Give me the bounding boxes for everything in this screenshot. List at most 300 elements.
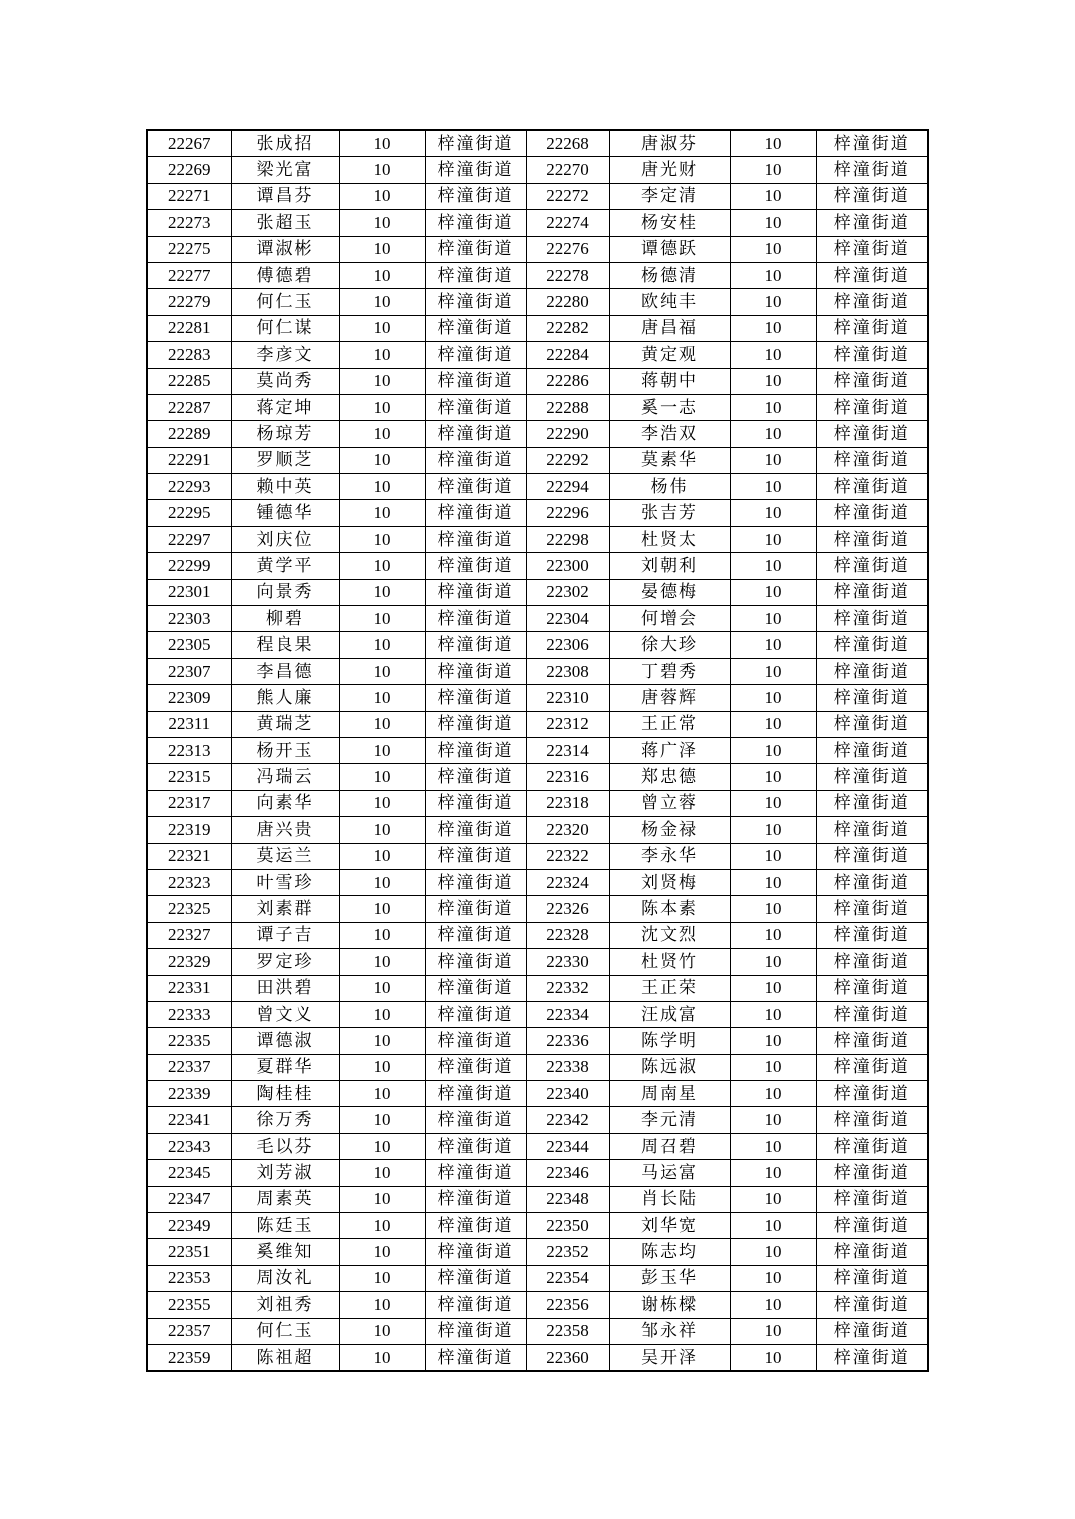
id-cell: 22345 — [147, 1160, 231, 1186]
id-cell: 22309 — [147, 685, 231, 711]
amount-cell: 10 — [339, 896, 425, 922]
amount-cell: 10 — [730, 1239, 816, 1265]
name-cell: 向素华 — [231, 790, 339, 816]
id-cell: 22268 — [526, 130, 609, 157]
name-cell: 奚维知 — [231, 1239, 339, 1265]
name-cell: 何仁玉 — [231, 1318, 339, 1344]
amount-cell: 10 — [730, 922, 816, 948]
amount-cell: 10 — [339, 1318, 425, 1344]
name-cell: 王正常 — [609, 711, 730, 737]
area-cell: 梓潼街道 — [816, 183, 928, 209]
name-cell: 谭子吉 — [231, 922, 339, 948]
id-cell: 22314 — [526, 737, 609, 763]
table-row — [147, 869, 928, 895]
area-cell: 梓潼街道 — [816, 236, 928, 262]
table-row — [147, 130, 928, 157]
name-cell: 向景秀 — [231, 579, 339, 605]
id-cell: 22306 — [526, 632, 609, 658]
amount-cell: 10 — [339, 500, 425, 526]
amount-cell: 10 — [339, 764, 425, 790]
name-cell: 陈本素 — [609, 896, 730, 922]
name-cell: 谭德跃 — [609, 236, 730, 262]
amount-cell: 10 — [730, 342, 816, 368]
table-row — [147, 1239, 928, 1265]
amount-cell: 10 — [339, 1265, 425, 1291]
id-cell: 22294 — [526, 474, 609, 500]
id-cell: 22337 — [147, 1054, 231, 1080]
table-row — [147, 553, 928, 579]
amount-cell: 10 — [730, 368, 816, 394]
amount-cell: 10 — [730, 394, 816, 420]
id-cell: 22290 — [526, 421, 609, 447]
name-cell: 陶桂桂 — [231, 1081, 339, 1107]
name-cell: 谭淑彬 — [231, 236, 339, 262]
name-cell: 莫尚秀 — [231, 368, 339, 394]
area-cell: 梓潼街道 — [816, 869, 928, 895]
area-cell: 梓潼街道 — [425, 1239, 526, 1265]
table-row — [147, 817, 928, 843]
area-cell: 梓潼街道 — [816, 368, 928, 394]
amount-cell: 10 — [730, 526, 816, 552]
id-cell: 22335 — [147, 1028, 231, 1054]
id-cell: 22347 — [147, 1186, 231, 1212]
name-cell: 王正荣 — [609, 975, 730, 1001]
roster-table — [146, 129, 929, 1372]
amount-cell: 10 — [339, 289, 425, 315]
id-cell: 22329 — [147, 949, 231, 975]
amount-cell: 10 — [730, 1292, 816, 1318]
area-cell: 梓潼街道 — [425, 1081, 526, 1107]
name-cell: 熊人廉 — [231, 685, 339, 711]
id-cell: 22297 — [147, 526, 231, 552]
name-cell: 张超玉 — [231, 210, 339, 236]
name-cell: 何增会 — [609, 606, 730, 632]
amount-cell: 10 — [339, 658, 425, 684]
table-row — [147, 315, 928, 341]
name-cell: 何仁谋 — [231, 315, 339, 341]
id-cell: 22282 — [526, 315, 609, 341]
id-cell: 22273 — [147, 210, 231, 236]
area-cell: 梓潼街道 — [425, 790, 526, 816]
id-cell: 22343 — [147, 1133, 231, 1159]
id-cell: 22304 — [526, 606, 609, 632]
area-cell: 梓潼街道 — [425, 975, 526, 1001]
id-cell: 22315 — [147, 764, 231, 790]
id-cell: 22331 — [147, 975, 231, 1001]
name-cell: 周素英 — [231, 1186, 339, 1212]
name-cell: 陈远淑 — [609, 1054, 730, 1080]
area-cell: 梓潼街道 — [425, 1054, 526, 1080]
id-cell: 22307 — [147, 658, 231, 684]
id-cell: 22283 — [147, 342, 231, 368]
area-cell: 梓潼街道 — [816, 526, 928, 552]
id-cell: 22351 — [147, 1239, 231, 1265]
area-cell: 梓潼街道 — [816, 553, 928, 579]
name-cell: 李永华 — [609, 843, 730, 869]
area-cell: 梓潼街道 — [816, 1028, 928, 1054]
area-cell: 梓潼街道 — [425, 869, 526, 895]
amount-cell: 10 — [730, 315, 816, 341]
amount-cell: 10 — [339, 1054, 425, 1080]
table-row — [147, 1081, 928, 1107]
table-row — [147, 210, 928, 236]
area-cell: 梓潼街道 — [425, 130, 526, 157]
id-cell: 22353 — [147, 1265, 231, 1291]
name-cell: 程良果 — [231, 632, 339, 658]
area-cell: 梓潼街道 — [425, 447, 526, 473]
id-cell: 22272 — [526, 183, 609, 209]
area-cell: 梓潼街道 — [816, 1107, 928, 1133]
area-cell: 梓潼街道 — [816, 922, 928, 948]
amount-cell: 10 — [339, 474, 425, 500]
amount-cell: 10 — [730, 183, 816, 209]
area-cell: 梓潼街道 — [425, 896, 526, 922]
table-row — [147, 764, 928, 790]
amount-cell: 10 — [339, 342, 425, 368]
name-cell: 杨安桂 — [609, 210, 730, 236]
name-cell: 杨伟 — [609, 474, 730, 500]
id-cell: 22354 — [526, 1265, 609, 1291]
area-cell: 梓潼街道 — [816, 157, 928, 183]
area-cell: 梓潼街道 — [425, 737, 526, 763]
table-row — [147, 1265, 928, 1291]
area-cell: 梓潼街道 — [425, 685, 526, 711]
amount-cell: 10 — [730, 817, 816, 843]
name-cell: 奚一志 — [609, 394, 730, 420]
id-cell: 22287 — [147, 394, 231, 420]
id-cell: 22358 — [526, 1318, 609, 1344]
amount-cell: 10 — [339, 790, 425, 816]
area-cell: 梓潼街道 — [425, 949, 526, 975]
table-row — [147, 421, 928, 447]
area-cell: 梓潼街道 — [425, 553, 526, 579]
id-cell: 22349 — [147, 1213, 231, 1239]
area-cell: 梓潼街道 — [816, 1081, 928, 1107]
amount-cell: 10 — [339, 157, 425, 183]
id-cell: 22303 — [147, 606, 231, 632]
name-cell: 陈廷玉 — [231, 1213, 339, 1239]
area-cell: 梓潼街道 — [425, 526, 526, 552]
amount-cell: 10 — [730, 130, 816, 157]
name-cell: 叶雪珍 — [231, 869, 339, 895]
id-cell: 22342 — [526, 1107, 609, 1133]
name-cell: 郑忠德 — [609, 764, 730, 790]
table-row — [147, 474, 928, 500]
table-row — [147, 262, 928, 288]
amount-cell: 10 — [730, 1107, 816, 1133]
amount-cell: 10 — [730, 658, 816, 684]
area-cell: 梓潼街道 — [816, 606, 928, 632]
name-cell: 马运富 — [609, 1160, 730, 1186]
name-cell: 杜贤太 — [609, 526, 730, 552]
area-cell: 梓潼街道 — [425, 342, 526, 368]
area-cell: 梓潼街道 — [816, 1133, 928, 1159]
id-cell: 22288 — [526, 394, 609, 420]
amount-cell: 10 — [730, 790, 816, 816]
name-cell: 刘华宽 — [609, 1213, 730, 1239]
name-cell: 欧纯丰 — [609, 289, 730, 315]
area-cell: 梓潼街道 — [816, 658, 928, 684]
table-row — [147, 1213, 928, 1239]
name-cell: 刘祖秀 — [231, 1292, 339, 1318]
name-cell: 唐淑芬 — [609, 130, 730, 157]
name-cell: 杨金禄 — [609, 817, 730, 843]
table-row — [147, 922, 928, 948]
name-cell: 邹永祥 — [609, 1318, 730, 1344]
name-cell: 张成招 — [231, 130, 339, 157]
id-cell: 22355 — [147, 1292, 231, 1318]
area-cell: 梓潼街道 — [816, 262, 928, 288]
amount-cell: 10 — [339, 606, 425, 632]
name-cell: 李元清 — [609, 1107, 730, 1133]
table-row — [147, 1318, 928, 1344]
name-cell: 杨开玉 — [231, 737, 339, 763]
name-cell: 周汝礼 — [231, 1265, 339, 1291]
amount-cell: 10 — [730, 447, 816, 473]
name-cell: 沈文烈 — [609, 922, 730, 948]
id-cell: 22341 — [147, 1107, 231, 1133]
id-cell: 22318 — [526, 790, 609, 816]
amount-cell: 10 — [339, 737, 425, 763]
id-cell: 22274 — [526, 210, 609, 236]
id-cell: 22339 — [147, 1081, 231, 1107]
id-cell: 22328 — [526, 922, 609, 948]
id-cell: 22302 — [526, 579, 609, 605]
table-row — [147, 632, 928, 658]
table-row — [147, 342, 928, 368]
id-cell: 22281 — [147, 315, 231, 341]
id-cell: 22299 — [147, 553, 231, 579]
amount-cell: 10 — [730, 421, 816, 447]
area-cell: 梓潼街道 — [425, 1318, 526, 1344]
amount-cell: 10 — [730, 500, 816, 526]
area-cell: 梓潼街道 — [425, 1001, 526, 1027]
area-cell: 梓潼街道 — [816, 632, 928, 658]
area-cell: 梓潼街道 — [425, 394, 526, 420]
amount-cell: 10 — [730, 711, 816, 737]
amount-cell: 10 — [339, 711, 425, 737]
name-cell: 刘素群 — [231, 896, 339, 922]
area-cell: 梓潼街道 — [425, 606, 526, 632]
name-cell: 曾文义 — [231, 1001, 339, 1027]
id-cell: 22320 — [526, 817, 609, 843]
area-cell: 梓潼街道 — [425, 183, 526, 209]
name-cell: 唐蓉辉 — [609, 685, 730, 711]
name-cell: 唐光财 — [609, 157, 730, 183]
name-cell: 杨德清 — [609, 262, 730, 288]
id-cell: 22311 — [147, 711, 231, 737]
id-cell: 22360 — [526, 1344, 609, 1371]
amount-cell: 10 — [730, 210, 816, 236]
table-row — [147, 606, 928, 632]
table-row — [147, 1054, 928, 1080]
amount-cell: 10 — [339, 922, 425, 948]
area-cell: 梓潼街道 — [816, 421, 928, 447]
id-cell: 22357 — [147, 1318, 231, 1344]
id-cell: 22333 — [147, 1001, 231, 1027]
name-cell: 谭昌芬 — [231, 183, 339, 209]
table-row — [147, 1160, 928, 1186]
id-cell: 22326 — [526, 896, 609, 922]
amount-cell: 10 — [339, 447, 425, 473]
id-cell: 22346 — [526, 1160, 609, 1186]
name-cell: 陈学明 — [609, 1028, 730, 1054]
amount-cell: 10 — [339, 1239, 425, 1265]
id-cell: 22286 — [526, 368, 609, 394]
area-cell: 梓潼街道 — [425, 817, 526, 843]
name-cell: 李彦文 — [231, 342, 339, 368]
amount-cell: 10 — [730, 843, 816, 869]
id-cell: 22277 — [147, 262, 231, 288]
amount-cell: 10 — [339, 817, 425, 843]
id-cell: 22344 — [526, 1133, 609, 1159]
name-cell: 刘朝利 — [609, 553, 730, 579]
table-row — [147, 289, 928, 315]
area-cell: 梓潼街道 — [425, 922, 526, 948]
name-cell: 傅德碧 — [231, 262, 339, 288]
area-cell: 梓潼街道 — [425, 474, 526, 500]
name-cell: 罗顺芝 — [231, 447, 339, 473]
id-cell: 22291 — [147, 447, 231, 473]
id-cell: 22300 — [526, 553, 609, 579]
amount-cell: 10 — [339, 394, 425, 420]
amount-cell: 10 — [339, 1001, 425, 1027]
table-row — [147, 500, 928, 526]
id-cell: 22317 — [147, 790, 231, 816]
name-cell: 谭德淑 — [231, 1028, 339, 1054]
area-cell: 梓潼街道 — [425, 368, 526, 394]
amount-cell: 10 — [339, 1028, 425, 1054]
table-row — [147, 1133, 928, 1159]
id-cell: 22285 — [147, 368, 231, 394]
amount-cell: 10 — [730, 1213, 816, 1239]
name-cell: 何仁玉 — [231, 289, 339, 315]
id-cell: 22292 — [526, 447, 609, 473]
name-cell: 周南星 — [609, 1081, 730, 1107]
id-cell: 22323 — [147, 869, 231, 895]
table-row — [147, 896, 928, 922]
amount-cell: 10 — [339, 1160, 425, 1186]
table-row — [147, 1001, 928, 1027]
amount-cell: 10 — [730, 1318, 816, 1344]
id-cell: 22275 — [147, 236, 231, 262]
id-cell: 22313 — [147, 737, 231, 763]
area-cell: 梓潼街道 — [816, 711, 928, 737]
name-cell: 谢栋樑 — [609, 1292, 730, 1318]
amount-cell: 10 — [730, 632, 816, 658]
name-cell: 陈志均 — [609, 1239, 730, 1265]
amount-cell: 10 — [730, 157, 816, 183]
name-cell: 李浩双 — [609, 421, 730, 447]
area-cell: 梓潼街道 — [816, 447, 928, 473]
id-cell: 22312 — [526, 711, 609, 737]
amount-cell: 10 — [339, 236, 425, 262]
area-cell: 梓潼街道 — [425, 632, 526, 658]
amount-cell: 10 — [339, 1292, 425, 1318]
amount-cell: 10 — [339, 949, 425, 975]
name-cell: 赖中英 — [231, 474, 339, 500]
id-cell: 22325 — [147, 896, 231, 922]
area-cell: 梓潼街道 — [425, 711, 526, 737]
name-cell: 刘芳淑 — [231, 1160, 339, 1186]
area-cell: 梓潼街道 — [425, 1292, 526, 1318]
name-cell: 杜贤竹 — [609, 949, 730, 975]
area-cell: 梓潼街道 — [425, 421, 526, 447]
name-cell: 蒋广泽 — [609, 737, 730, 763]
area-cell: 梓潼街道 — [425, 1160, 526, 1186]
name-cell: 柳碧 — [231, 606, 339, 632]
area-cell: 梓潼街道 — [425, 579, 526, 605]
amount-cell: 10 — [339, 421, 425, 447]
amount-cell: 10 — [339, 1213, 425, 1239]
id-cell: 22301 — [147, 579, 231, 605]
id-cell: 22310 — [526, 685, 609, 711]
area-cell: 梓潼街道 — [816, 210, 928, 236]
name-cell: 锺德华 — [231, 500, 339, 526]
amount-cell: 10 — [730, 553, 816, 579]
area-cell: 梓潼街道 — [425, 1028, 526, 1054]
table-row — [147, 949, 928, 975]
area-cell: 梓潼街道 — [425, 1107, 526, 1133]
area-cell: 梓潼街道 — [816, 500, 928, 526]
id-cell: 22271 — [147, 183, 231, 209]
id-cell: 22348 — [526, 1186, 609, 1212]
amount-cell: 10 — [339, 869, 425, 895]
area-cell: 梓潼街道 — [816, 1344, 928, 1371]
id-cell: 22293 — [147, 474, 231, 500]
name-cell: 徐万秀 — [231, 1107, 339, 1133]
id-cell: 22319 — [147, 817, 231, 843]
amount-cell: 10 — [730, 262, 816, 288]
name-cell: 陈祖超 — [231, 1344, 339, 1371]
area-cell: 梓潼街道 — [425, 315, 526, 341]
name-cell: 莫运兰 — [231, 843, 339, 869]
name-cell: 徐大珍 — [609, 632, 730, 658]
id-cell: 22359 — [147, 1344, 231, 1371]
id-cell: 22295 — [147, 500, 231, 526]
area-cell: 梓潼街道 — [425, 764, 526, 790]
table-row — [147, 526, 928, 552]
id-cell: 22308 — [526, 658, 609, 684]
name-cell: 周召碧 — [609, 1133, 730, 1159]
area-cell: 梓潼街道 — [816, 1054, 928, 1080]
amount-cell: 10 — [339, 368, 425, 394]
roster-body — [147, 130, 928, 1371]
area-cell: 梓潼街道 — [816, 1001, 928, 1027]
id-cell: 22279 — [147, 289, 231, 315]
name-cell: 张吉芳 — [609, 500, 730, 526]
area-cell: 梓潼街道 — [816, 474, 928, 500]
area-cell: 梓潼街道 — [816, 579, 928, 605]
area-cell: 梓潼街道 — [816, 1186, 928, 1212]
name-cell: 夏群华 — [231, 1054, 339, 1080]
amount-cell: 10 — [339, 1186, 425, 1212]
amount-cell: 10 — [730, 1344, 816, 1371]
id-cell: 22322 — [526, 843, 609, 869]
id-cell: 22280 — [526, 289, 609, 315]
id-cell: 22324 — [526, 869, 609, 895]
amount-cell: 10 — [339, 130, 425, 157]
amount-cell: 10 — [339, 262, 425, 288]
name-cell: 唐昌福 — [609, 315, 730, 341]
name-cell: 吴开泽 — [609, 1344, 730, 1371]
table-row — [147, 1344, 928, 1371]
name-cell: 蒋定坤 — [231, 394, 339, 420]
amount-cell: 10 — [730, 737, 816, 763]
name-cell: 黄学平 — [231, 553, 339, 579]
id-cell: 22270 — [526, 157, 609, 183]
table-row — [147, 658, 928, 684]
